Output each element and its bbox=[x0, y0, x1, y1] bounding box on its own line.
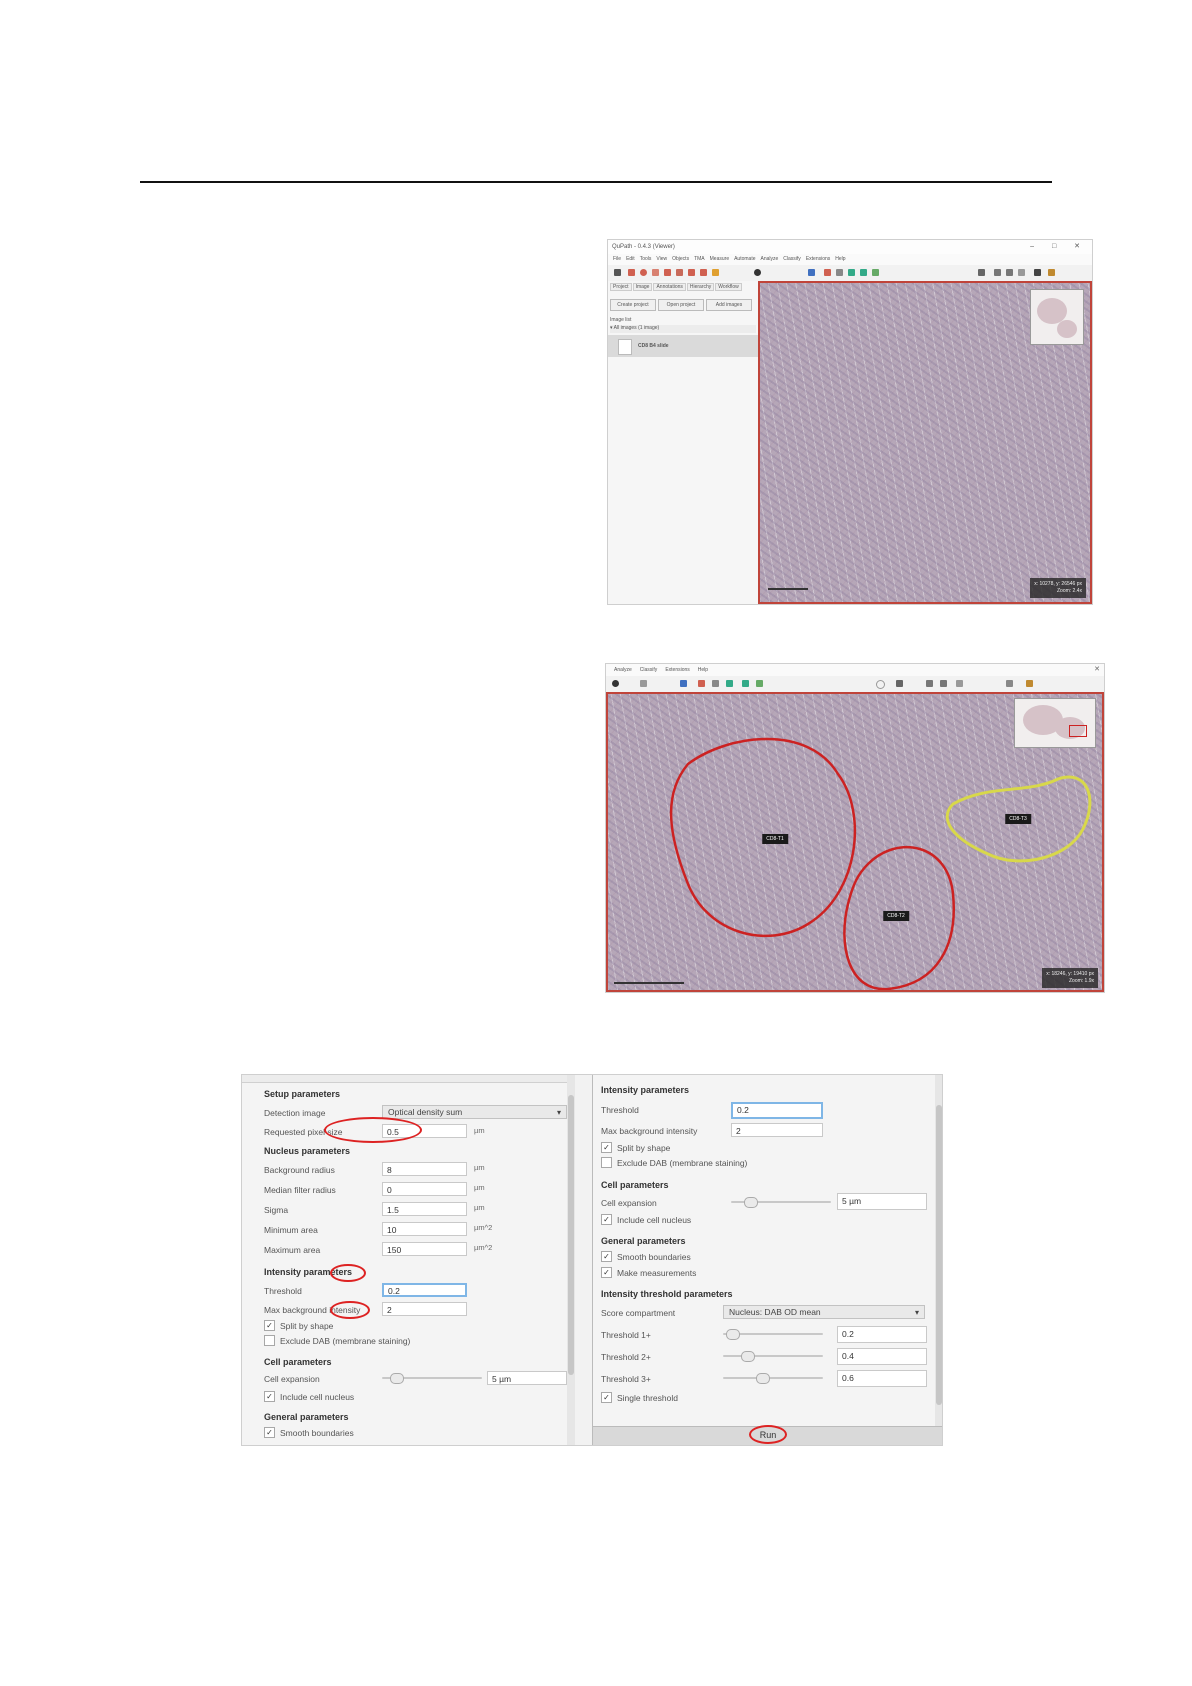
window-titlebar bbox=[608, 240, 1092, 254]
annotations-toggle-icon[interactable] bbox=[726, 680, 733, 687]
play-icon[interactable] bbox=[742, 680, 749, 687]
info-line: Zoom: 1.9x bbox=[1068, 978, 1094, 984]
slide-viewer[interactable] bbox=[758, 281, 1092, 604]
chevron-down-icon: ▾ bbox=[914, 1308, 919, 1317]
cell-parameters-header: Cell parameters bbox=[264, 1357, 332, 1367]
info-line: Zoom: 2.4x bbox=[1056, 588, 1082, 594]
grid-lines-icon[interactable] bbox=[940, 680, 947, 687]
overview-thumbnail[interactable] bbox=[1030, 289, 1084, 345]
left-scrollbar[interactable] bbox=[567, 1075, 575, 1445]
menu-item[interactable]: Extensions bbox=[665, 667, 690, 673]
scrollbar-thumb[interactable] bbox=[568, 1095, 574, 1375]
scale-bar bbox=[768, 588, 808, 590]
pointer-icon[interactable] bbox=[808, 269, 815, 276]
cell-expansion-label: Cell expansion bbox=[601, 1198, 657, 1208]
smooth-boundaries-checkbox[interactable] bbox=[264, 1428, 354, 1439]
move-tool-icon[interactable] bbox=[614, 269, 621, 276]
include-cell-nucleus-checkbox[interactable] bbox=[264, 1392, 354, 1403]
play-icon[interactable] bbox=[860, 269, 867, 276]
smooth-boundaries-checkbox[interactable] bbox=[601, 1252, 691, 1263]
overview-thumbnail[interactable] bbox=[1014, 698, 1096, 748]
make-measurements-label: Make measurements bbox=[617, 1268, 697, 1278]
qupath-annotations-screenshot bbox=[606, 664, 1104, 992]
maximum-area-label: Maximum area bbox=[264, 1245, 321, 1255]
menu-bar bbox=[608, 254, 1092, 265]
cell-detection-params-left bbox=[242, 1075, 575, 1445]
threshold-label: Threshold bbox=[264, 1286, 302, 1296]
grid-icon[interactable] bbox=[824, 269, 831, 276]
line-tool-icon[interactable] bbox=[652, 269, 659, 276]
score-compartment-label: Score compartment bbox=[601, 1308, 676, 1318]
threshold-2-label: Threshold 2+ bbox=[601, 1352, 651, 1362]
dialog-titlebar-clipped bbox=[242, 1075, 574, 1083]
pointer-icon[interactable] bbox=[680, 680, 687, 687]
menu-item[interactable]: Classify bbox=[639, 667, 658, 673]
exclude-dab-checkbox[interactable] bbox=[264, 1336, 410, 1347]
threshold-2-input[interactable]: 0.4 bbox=[837, 1348, 927, 1365]
cells-icon[interactable] bbox=[712, 680, 719, 687]
menu-bar bbox=[606, 664, 1104, 676]
threshold-1-input[interactable]: 0.2 bbox=[837, 1326, 927, 1343]
cell-expansion-slider[interactable] bbox=[382, 1372, 482, 1384]
menu-item[interactable]: Objects bbox=[672, 256, 690, 262]
checkbox-checked-icon: ✓ bbox=[264, 1391, 275, 1402]
rectangle-tool-icon[interactable] bbox=[628, 269, 635, 276]
circle-icon[interactable] bbox=[876, 680, 885, 689]
info-line: x: 10278, y: 26546 px bbox=[1034, 581, 1082, 587]
cursor-info-box bbox=[1030, 578, 1086, 598]
menu-item[interactable]: Analyze bbox=[614, 667, 632, 673]
toolbar bbox=[606, 676, 1104, 693]
cells-icon[interactable] bbox=[836, 269, 843, 276]
cell-expansion-slider[interactable] bbox=[731, 1196, 831, 1208]
detection-image-value: Optical density sum bbox=[388, 1107, 463, 1117]
create-project-button[interactable]: Create project bbox=[610, 299, 656, 311]
menu-item[interactable]: Automate bbox=[734, 256, 756, 262]
slider-knob[interactable] bbox=[744, 1197, 758, 1208]
counting-icon[interactable] bbox=[1018, 269, 1025, 276]
scalebar-icon[interactable] bbox=[926, 680, 933, 687]
project-buttons bbox=[610, 299, 756, 311]
overview-icon[interactable] bbox=[896, 680, 903, 687]
page-top-rule bbox=[140, 181, 1052, 183]
minimum-area-input[interactable]: 10 bbox=[382, 1222, 467, 1236]
menu-item[interactable]: File bbox=[613, 256, 622, 262]
zoom-icon[interactable] bbox=[640, 680, 647, 687]
intensity-parameters-header: Intensity parameters bbox=[601, 1085, 690, 1095]
cursor-info-box bbox=[1042, 968, 1098, 988]
slider-knob[interactable] bbox=[390, 1373, 404, 1384]
checkbox-unchecked-icon bbox=[264, 1335, 275, 1346]
minimum-area-unit: µm^2 bbox=[474, 1223, 493, 1232]
annotations-toggle-icon[interactable] bbox=[848, 269, 855, 276]
sigma-input[interactable]: 1.5 bbox=[382, 1202, 467, 1216]
slider-track bbox=[723, 1377, 823, 1379]
slider-knob[interactable] bbox=[756, 1373, 770, 1384]
checkbox-checked-icon: ✓ bbox=[601, 1267, 612, 1278]
threshold-label: Threshold bbox=[601, 1105, 639, 1115]
score-compartment-value: Nucleus: DAB OD mean bbox=[729, 1307, 821, 1317]
minimum-area-label: Minimum area bbox=[264, 1225, 318, 1235]
annotation-label-t3[interactable]: CD8-T3 bbox=[1005, 814, 1031, 824]
brightness-contrast-icon[interactable] bbox=[754, 269, 761, 276]
pixel-size-input[interactable]: 0.5 bbox=[382, 1124, 467, 1138]
settings-icon[interactable] bbox=[1026, 680, 1033, 687]
cell-expansion-label: Cell expansion bbox=[264, 1374, 320, 1384]
menu-item[interactable]: Help bbox=[835, 256, 846, 262]
checkbox-unchecked-icon bbox=[601, 1157, 612, 1168]
single-threshold-label: Single threshold bbox=[617, 1393, 678, 1403]
tab-project[interactable]: Project bbox=[610, 283, 632, 291]
points-tool-icon[interactable] bbox=[700, 269, 707, 276]
project-panel bbox=[608, 281, 759, 604]
background-radius-unit: µm bbox=[474, 1163, 485, 1172]
checkbox-checked-icon: ✓ bbox=[601, 1214, 612, 1225]
slider-knob[interactable] bbox=[741, 1351, 755, 1362]
menu-item[interactable]: Tools bbox=[639, 256, 652, 262]
checkbox-checked-icon: ✓ bbox=[264, 1320, 275, 1331]
menu-item[interactable]: Extensions bbox=[805, 256, 831, 262]
add-images-button[interactable]: Add images bbox=[706, 299, 752, 311]
image-thumbnail bbox=[618, 339, 632, 355]
brush-tool-icon[interactable] bbox=[676, 269, 683, 276]
max-background-intensity-label: Max background intensity bbox=[264, 1305, 361, 1315]
maximum-area-unit: µm^2 bbox=[474, 1243, 493, 1252]
checkbox-checked-icon: ✓ bbox=[601, 1142, 612, 1153]
grid-icon[interactable] bbox=[698, 680, 705, 687]
scalebar-icon[interactable] bbox=[994, 269, 1001, 276]
threshold-3-label: Threshold 3+ bbox=[601, 1374, 651, 1384]
cell-detection-dialog-screenshot bbox=[242, 1075, 942, 1445]
max-background-intensity-input[interactable]: 2 bbox=[382, 1302, 467, 1316]
menu-item[interactable]: Edit bbox=[626, 256, 635, 262]
checkbox-checked-icon: ✓ bbox=[264, 1427, 275, 1438]
cell-expansion-input[interactable]: 5 µm bbox=[487, 1371, 567, 1385]
tab-hierarchy[interactable]: Hierarchy bbox=[687, 283, 714, 291]
tma-icon[interactable] bbox=[756, 680, 763, 687]
intensity-parameters-header: Intensity parameters bbox=[264, 1267, 353, 1277]
threshold-1-label: Threshold 1+ bbox=[601, 1330, 651, 1340]
menu-item[interactable]: TMA bbox=[694, 256, 705, 262]
maximum-area-input[interactable]: 150 bbox=[382, 1242, 467, 1256]
cell-detection-params-right bbox=[592, 1075, 942, 1445]
max-background-intensity-label: Max background intensity bbox=[601, 1126, 698, 1136]
toolbar bbox=[608, 265, 1092, 282]
menu-item[interactable]: Analyze bbox=[760, 256, 779, 262]
selection-tool-icon[interactable] bbox=[712, 269, 719, 276]
right-scrollbar[interactable] bbox=[935, 1075, 942, 1445]
smooth-boundaries-label: Smooth boundaries bbox=[280, 1428, 354, 1438]
include-cell-nucleus-label: Include cell nucleus bbox=[617, 1215, 692, 1225]
overview-icon[interactable] bbox=[978, 269, 985, 276]
exclude-dab-checkbox[interactable] bbox=[601, 1158, 747, 1169]
overview-viewport bbox=[1069, 725, 1087, 737]
split-by-shape-label: Split by shape bbox=[280, 1321, 334, 1331]
background-radius-input[interactable]: 8 bbox=[382, 1162, 467, 1176]
polygon-tool-icon[interactable] bbox=[664, 269, 671, 276]
cell-expansion-input[interactable]: 5 µm bbox=[837, 1193, 927, 1210]
scrollbar-thumb[interactable] bbox=[936, 1105, 942, 1405]
single-threshold-checkbox[interactable] bbox=[601, 1393, 678, 1404]
scale-bar bbox=[614, 982, 684, 984]
qupath-project-screenshot bbox=[608, 240, 1092, 604]
menu-item[interactable]: View bbox=[656, 256, 668, 262]
slide-viewer[interactable] bbox=[606, 692, 1104, 992]
run-bar bbox=[593, 1426, 942, 1445]
slider-track bbox=[723, 1355, 823, 1357]
detection-image-label: Detection image bbox=[264, 1108, 326, 1118]
threshold-3-input[interactable]: 0.6 bbox=[837, 1370, 927, 1387]
threshold-3-slider[interactable] bbox=[723, 1372, 823, 1384]
tab-workflow[interactable]: Workflow bbox=[715, 283, 741, 291]
score-compartment-dropdown[interactable] bbox=[723, 1305, 925, 1319]
sigma-unit: µm bbox=[474, 1203, 485, 1212]
split-by-shape-checkbox[interactable] bbox=[601, 1143, 670, 1154]
overview-tissue bbox=[1057, 320, 1077, 338]
menu-item[interactable]: Measure bbox=[709, 256, 730, 262]
general-parameters-header: General parameters bbox=[264, 1412, 349, 1422]
median-filter-radius-input[interactable]: 0 bbox=[382, 1182, 467, 1196]
checkbox-checked-icon: ✓ bbox=[601, 1251, 612, 1262]
threshold-2-slider[interactable] bbox=[723, 1350, 823, 1362]
setup-parameters-header: Setup parameters bbox=[264, 1089, 341, 1099]
max-background-intensity-input[interactable]: 2 bbox=[731, 1123, 823, 1137]
window-controls[interactable]: – □ ✕ bbox=[1030, 243, 1088, 250]
include-cell-nucleus-checkbox[interactable] bbox=[601, 1215, 691, 1226]
info-line: x: 18246, y: 19410 px bbox=[1046, 971, 1094, 977]
annotation-label-t2[interactable]: CD8-T2 bbox=[883, 911, 909, 921]
image-tree-root[interactable]: ▾ All images (1 image) bbox=[610, 325, 756, 333]
open-project-button[interactable]: Open project bbox=[658, 299, 704, 311]
background-radius-label: Background radius bbox=[264, 1165, 335, 1175]
log-icon[interactable] bbox=[1006, 680, 1013, 687]
grid-lines-icon[interactable] bbox=[1006, 269, 1013, 276]
split-by-shape-label: Split by shape bbox=[617, 1143, 671, 1153]
sigma-label: Sigma bbox=[264, 1205, 289, 1215]
ellipse-tool-icon[interactable] bbox=[640, 269, 647, 276]
menu-item[interactable]: Help bbox=[697, 667, 709, 673]
panel-tabs bbox=[610, 284, 743, 290]
make-measurements-checkbox[interactable] bbox=[601, 1268, 696, 1279]
log-icon[interactable] bbox=[1034, 269, 1041, 276]
exclude-dab-label: Exclude DAB (membrane staining) bbox=[617, 1158, 748, 1168]
include-cell-nucleus-label: Include cell nucleus bbox=[280, 1392, 355, 1402]
threshold-1-slider[interactable] bbox=[723, 1328, 823, 1340]
run-button[interactable]: Run bbox=[759, 1430, 777, 1440]
median-filter-radius-unit: µm bbox=[474, 1183, 485, 1192]
cell-parameters-header: Cell parameters bbox=[601, 1180, 669, 1190]
settings-icon[interactable] bbox=[1048, 269, 1055, 276]
tab-image[interactable]: Image bbox=[633, 283, 653, 291]
detection-image-dropdown[interactable] bbox=[382, 1105, 567, 1119]
median-filter-radius-label: Median filter radius bbox=[264, 1185, 336, 1195]
close-icon[interactable]: ✕ bbox=[1094, 666, 1100, 673]
checkbox-checked-icon: ✓ bbox=[601, 1392, 612, 1403]
chevron-down-icon: ▾ bbox=[556, 1108, 561, 1117]
tab-annotations[interactable]: Annotations bbox=[653, 283, 685, 291]
split-by-shape-checkbox[interactable] bbox=[264, 1321, 333, 1332]
tma-icon[interactable] bbox=[872, 269, 879, 276]
nucleus-parameters-header: Nucleus parameters bbox=[264, 1146, 351, 1156]
wand-tool-icon[interactable] bbox=[688, 269, 695, 276]
window-title: QuPath - 0.4.3 (Viewer) bbox=[612, 244, 675, 250]
threshold-input[interactable]: 0.2 bbox=[382, 1283, 467, 1297]
exclude-dab-label: Exclude DAB (membrane staining) bbox=[280, 1336, 411, 1346]
brightness-contrast-icon[interactable] bbox=[612, 680, 619, 687]
smooth-boundaries-label: Smooth boundaries bbox=[617, 1252, 691, 1262]
image-list-item[interactable] bbox=[608, 335, 758, 357]
image-list-label: Image list bbox=[610, 317, 632, 323]
general-parameters-header: General parameters bbox=[601, 1236, 686, 1246]
slider-knob[interactable] bbox=[726, 1329, 740, 1340]
annotation-label-t1[interactable]: CD8-T1 bbox=[762, 834, 788, 844]
threshold-input[interactable]: 0.2 bbox=[731, 1102, 823, 1119]
pixel-size-unit: µm bbox=[474, 1126, 485, 1135]
intensity-threshold-parameters-header: Intensity threshold parameters bbox=[601, 1289, 733, 1299]
image-name: CD8 B4 slide bbox=[638, 343, 669, 349]
counting-icon[interactable] bbox=[956, 680, 963, 687]
pixel-size-label: Requested pixel size bbox=[264, 1127, 343, 1137]
menu-item[interactable]: Classify bbox=[783, 256, 801, 262]
